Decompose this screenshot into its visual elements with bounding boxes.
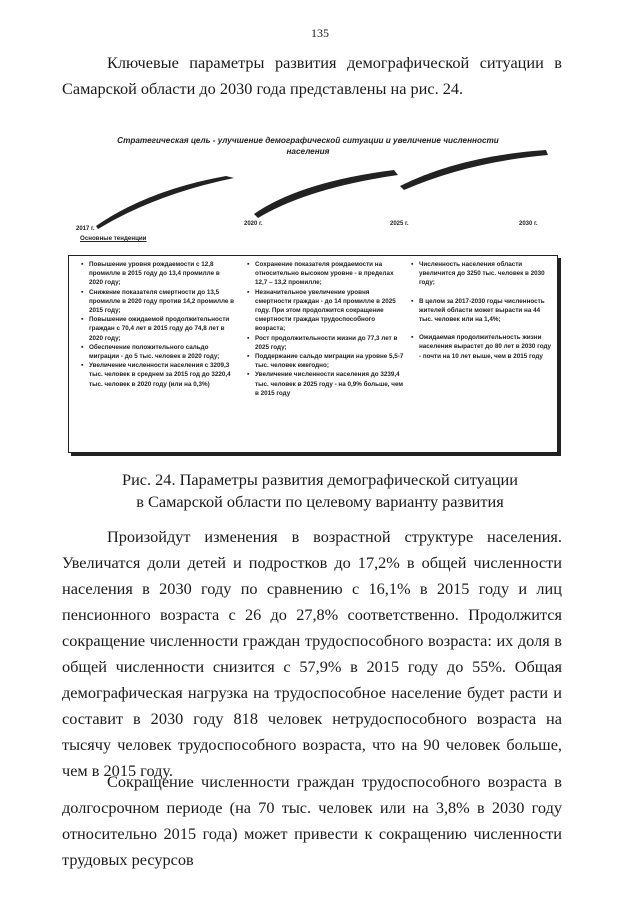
figure-demographic-parameters bbox=[68, 130, 560, 452]
list-item: ▪ Рост продолжительности жизни до 77,3 лет в 2025 году; bbox=[255, 334, 405, 352]
list-item: ▪ Повышение уровня рождаемости с 12,8 промилле в 2015 году до 13,4 промилле в 2020 году; bbox=[89, 260, 235, 288]
list-item: ▪ Увеличение численности населения до 3239,4 тыс. человек в 2025 году - на 0,9% больше, чем в 2015 году bbox=[255, 370, 405, 398]
trends-label: Основные тенденции bbox=[80, 235, 147, 242]
list-item: ▪ Поддержание сальдо миграции на уровне 5,5-7 тыс. человек ежегодно; bbox=[255, 352, 405, 370]
list-item: ▪ Незначительное увеличение уровня смертности граждан - до 14 промилле в 2025 году. При этом продолжится сокращение смертности граждан трудоспособного возраста; bbox=[255, 288, 405, 334]
list-item: ▪ Увеличение численности населения с 3209,3 тыс. человек в среднем за 2015 год до 3220,4 тыс. человек в 2020 году (или на 0,3%) bbox=[89, 361, 235, 389]
list-item: ▪ Ожидаемая продолжительность жизни населения вырастет до 80 лет в 2030 году - почти на 10 лет выше, чем в 2015 году bbox=[419, 333, 553, 361]
list-item: ▪ Снижение показателя смертности до 13,5 промилле в 2020 году против 14,2 промилле в 2015 году; bbox=[89, 288, 235, 316]
trends-column-2020 bbox=[81, 260, 235, 389]
year-label: 2020 г. bbox=[244, 221, 263, 227]
year-label: 2025 г. bbox=[390, 221, 409, 227]
list-item: ▪ Численность населения области увеличится до 3250 тыс. человек в 2030 году; bbox=[419, 260, 553, 288]
caption-line-1: Рис. 24. Параметры развития демографической ситуации bbox=[122, 470, 518, 489]
page-number: 135 bbox=[311, 26, 329, 40]
trends-column-2030 bbox=[411, 260, 553, 361]
trends-box bbox=[68, 255, 558, 453]
growth-arrow-1 bbox=[96, 176, 234, 229]
growth-arrow-2 bbox=[254, 170, 398, 218]
caption-line-2: в Самарской области по целевому варианту развития bbox=[136, 492, 504, 511]
intro-paragraph: Ключевые параметры развития демографической ситуации в Самарской области до 2030 года представлены на рис. 24. bbox=[62, 53, 562, 98]
year-label: 2017 г. bbox=[76, 226, 95, 232]
body-paragraph-2: Сокращение численности граждан трудоспособного возраста в долгосрочном периоде (на 70 тыс. человек или на 3,8% в 2030 году относительно 2015 года) может привести к сокращению численности трудовых ресурсов bbox=[62, 772, 562, 869]
list-item: ▪ Сохранение показателя рождаемости на относительно высоком уровне - в пределах 12,7 – 13,2 промилле; bbox=[255, 260, 405, 288]
list-item: ▪ В целом за 2017-2030 годы численность жителей области может вырасти на 44 тыс. человек или на 1,4%; bbox=[419, 297, 553, 325]
trends-column-2025 bbox=[247, 260, 405, 398]
list-item: ▪ Повышение ожидаемой продолжительности граждан с 70,4 лет в 2015 году до 74,8 лет в 2020 году; bbox=[89, 315, 235, 343]
year-label: 2030 г. bbox=[519, 221, 538, 227]
body-paragraph-1: Произойдут изменения в возрастной структуре населения. Увеличатся доли детей и подростков до 17,2% в общей численности населения в 2030 году по сравнению с 16,1% в 2015 году и лиц пенсионного возраста с 26 до 27,8% соответственно. Продолжится сокращение численности граждан трудоспособного возраста: их доля в общей численности снизится с 57,9% в 2015 году до 55%. Общая демографическая нагрузка на трудоспособное население будет расти и составит в 2030 году 818 человек нетрудоспособного возраста на тысячу человек трудоспособного возраста, что на 90 человек больше, чем в 2015 году. bbox=[62, 527, 562, 780]
figure-caption bbox=[0, 469, 640, 513]
list-item: ▪ Обеспечение положительного сальдо миграции - до 5 тыс. человек в 2020 году; bbox=[89, 343, 235, 361]
goal-line-2: населения bbox=[286, 147, 330, 156]
goal-line-1: Стратегическая цель - улучшение демографической ситуации и увеличение численности bbox=[117, 136, 499, 145]
strategic-goal-text bbox=[108, 135, 508, 157]
